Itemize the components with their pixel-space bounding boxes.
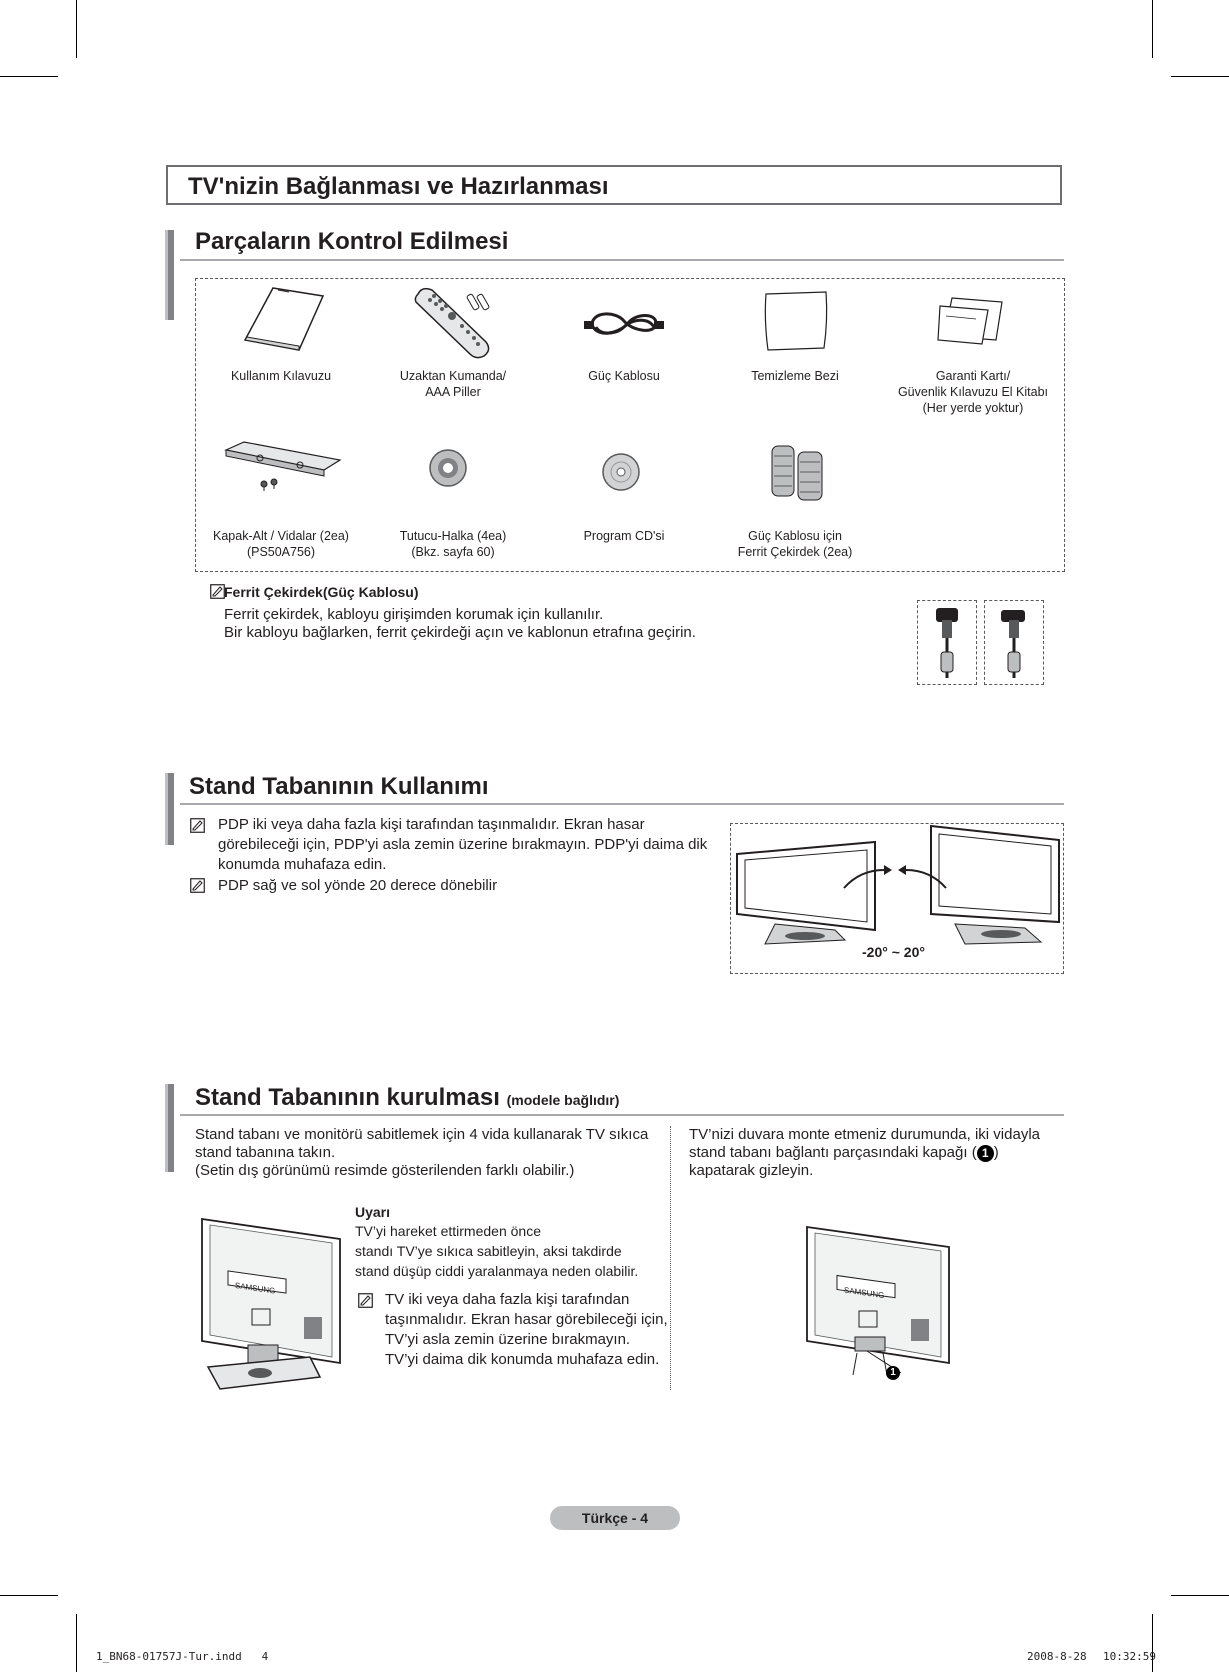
- stand-use-note: konumda muhafaza edin.: [218, 856, 387, 873]
- holder-ring-icon: [428, 448, 468, 488]
- section-rule: [180, 803, 1064, 805]
- wall-mount-text: TV’nizi duvara monte etmeniz durumunda, iki vidayla: [689, 1126, 1040, 1143]
- rotation-arrow-icon: [840, 862, 950, 892]
- note-icon: [358, 1293, 373, 1308]
- section-bar: [165, 773, 174, 845]
- part-label: Kullanım Kılavuzu: [230, 369, 332, 383]
- wall-mount-text: kapatarak gizleyin.: [689, 1162, 814, 1179]
- ferrite-plug-icon: [997, 606, 1033, 680]
- tv-rotated-left-icon: [735, 840, 880, 952]
- column-divider: [670, 1126, 671, 1390]
- warning-text: TV’yi hareket ettirmeden önce: [355, 1223, 541, 1239]
- ferrite-core-icon: [770, 442, 828, 504]
- stand-install-note: taşınmalıdır. Ekran hasar görebileceği için,: [385, 1311, 668, 1328]
- page-title-box: [166, 165, 1062, 205]
- crop-mark: [76, 1614, 77, 1672]
- section-title-stand-use: Stand Tabanının Kullanımı: [189, 773, 489, 800]
- crop-mark: [0, 76, 58, 77]
- part-label: Temizleme Bezi: [751, 369, 839, 383]
- stand-install-note: TV’yi daima dik konumda muhafaza edin.: [385, 1351, 660, 1368]
- stand-install-title: Stand Tabanının kurulması: [195, 1084, 500, 1111]
- tv-rear-with-stand-icon: [200, 1217, 350, 1392]
- crop-mark: [76, 0, 77, 58]
- stand-install-note: TV’yi asla zemin üzerine bırakmayın.: [385, 1331, 631, 1348]
- manual-icon: [243, 286, 327, 352]
- note-icon: [190, 818, 205, 833]
- callout-marker: 1: [886, 1366, 900, 1380]
- section-bar: [165, 1084, 174, 1172]
- section-bar: [165, 230, 174, 320]
- ferrite-note-line: Bir kabloyu bağlarken, ferrit çekirdeği açın ve kablonun etrafına geçirin.: [224, 624, 696, 641]
- crop-mark: [0, 1595, 58, 1596]
- part-label: Tutucu-Halka (4ea) (Bkz. sayfa 60): [399, 529, 507, 559]
- ferrite-note-line: Ferrit çekirdek, kabloyu girişimden korumak için kullanılır.: [224, 606, 604, 623]
- cleaning-cloth-icon: [762, 290, 832, 352]
- ferrite-note-heading: Ferrit Çekirdek(Güç Kablosu): [224, 584, 419, 600]
- warranty-card-icon: [938, 296, 1008, 346]
- remote-control-icon: [412, 284, 502, 362]
- cd-icon: [601, 452, 641, 492]
- part-label: Garanti Kartı/ Güvenlik Kılavuzu El Kitabı (Her yerde yoktur): [897, 369, 1049, 415]
- stand-use-note: görebileceği için, PDP'yi asla zemin üzerine bırakmayın. PDP'yi daima dik: [218, 836, 708, 853]
- stand-use-note: PDP sağ ve sol yönde 20 derece dönebilir: [218, 877, 498, 894]
- part-label: Güç Kablosu: [588, 369, 660, 383]
- stand-install-text: Stand tabanı ve monitörü sabitlemek için 4 vida kullanarak TV sıkıca: [195, 1126, 649, 1143]
- warning-text: standı TV’ye sıkıca sabitleyin, aksi takdirde: [355, 1243, 622, 1259]
- section-title-parts: Parçaların Kontrol Edilmesi: [195, 228, 509, 255]
- slug-date: 2008-8-28: [1027, 1650, 1087, 1663]
- section-rule: [180, 259, 1064, 261]
- warning-title: Uyarı: [355, 1204, 391, 1220]
- crop-mark: [1171, 1595, 1229, 1596]
- cover-bottom-icon: [224, 436, 344, 492]
- page-title: TV'nizin Bağlanması ve Hazırlanması: [188, 173, 609, 200]
- warning-text: stand düşüp ciddi yaralanmaya neden olabilir.: [355, 1263, 639, 1279]
- stand-install-text: (Setin dış görünümü resimde gösterilenden farklı olabilir.): [195, 1162, 575, 1179]
- page-number: Türkçe - 4: [550, 1506, 680, 1530]
- tv-rear-with-cover-icon: [805, 1225, 955, 1381]
- note-icon: [210, 584, 225, 599]
- crop-mark: [1152, 1614, 1153, 1672]
- part-label: Kapak-Alt / Vidalar (2ea) (PS50A756): [213, 529, 349, 559]
- power-cord-icon: [582, 305, 666, 345]
- stand-install-title-suffix: (modele bağlıdır): [506, 1092, 620, 1108]
- crop-mark: [1171, 76, 1229, 77]
- stand-install-text: stand tabanına takın.: [195, 1144, 336, 1161]
- stand-use-note: PDP iki veya daha fazla kişi tarafından taşınmalıdır. Ekran hasar: [218, 816, 645, 833]
- brand-label: SAMSUNG: [235, 1280, 276, 1296]
- part-label: Program CD'si: [583, 529, 665, 543]
- wall-mount-text: stand tabanı bağlantı parçasındaki kapağı ( 1 ): [689, 1144, 999, 1161]
- brand-label: SAMSUNG: [844, 1285, 885, 1301]
- crop-mark: [1152, 0, 1153, 58]
- ferrite-plug-icon: [930, 606, 966, 680]
- note-icon: [190, 878, 205, 893]
- part-label: Güç Kablosu için Ferrit Çekirdek (2ea): [737, 529, 853, 559]
- slug-time: 10:32:59: [1103, 1650, 1156, 1663]
- file-slug: 1_BN68-01757J-Tur.indd 4: [96, 1650, 269, 1663]
- callout-marker: 1: [977, 1145, 994, 1162]
- section-rule: [180, 1114, 1064, 1116]
- rotation-label: -20° ~ 20°: [862, 944, 925, 960]
- stand-install-note: TV iki veya daha fazla kişi tarafından: [385, 1291, 630, 1308]
- part-label: Uzaktan Kumanda/ AAA Piller: [399, 369, 507, 399]
- section-title-stand-install: [195, 1084, 619, 1112]
